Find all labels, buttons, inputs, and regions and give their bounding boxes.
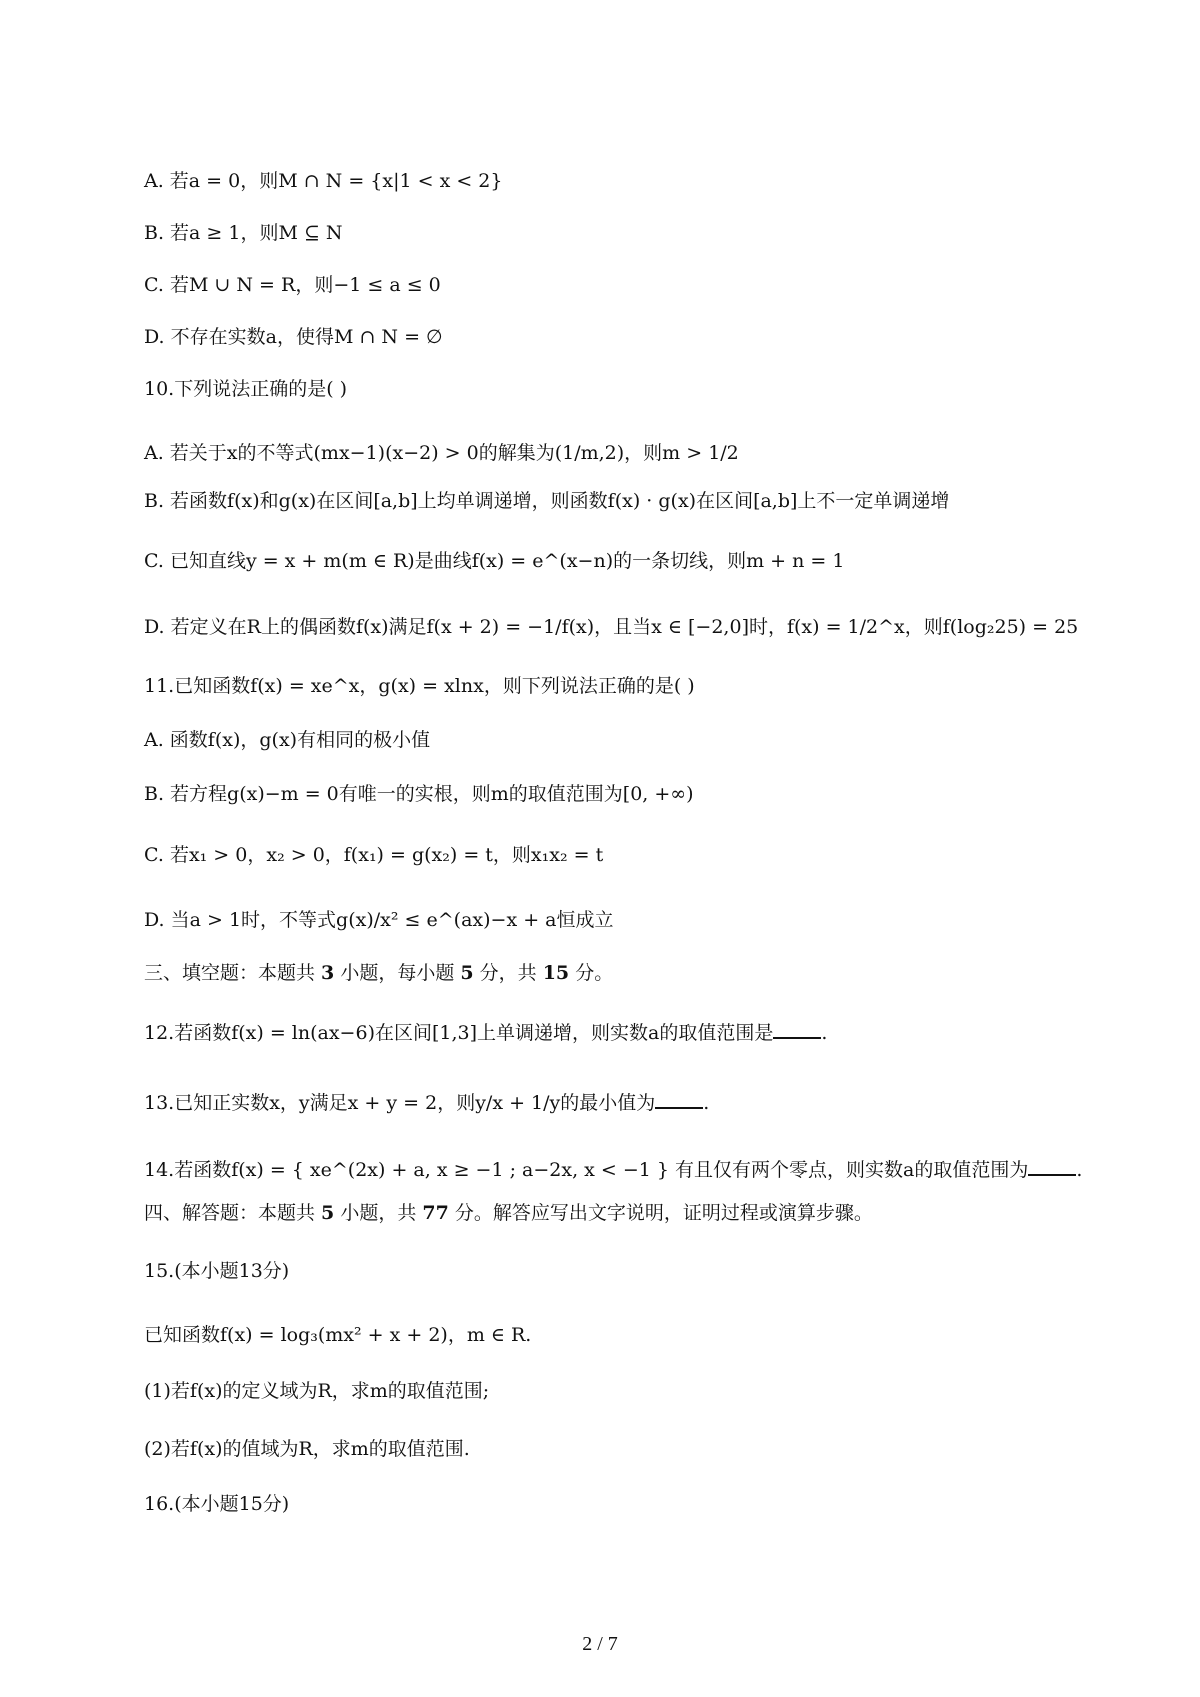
section-3-count: 3 bbox=[321, 962, 335, 984]
section-4-total: 77 bbox=[422, 1202, 449, 1224]
answer-blank bbox=[773, 1021, 821, 1039]
q14: 14.若函数f(x) = { xe^(2x) + a, x ≥ −1 ; a−2x, x < −1 } 有且仅有两个零点，则实数a的取值范围为 . bbox=[144, 1159, 1083, 1181]
q12: 12.若函数f(x) = ln(ax−6)在区间[1,3]上单调递增，则实数a的取值范围是 . bbox=[144, 1022, 828, 1044]
section-3-mid1: 小题，每小题 bbox=[334, 962, 461, 984]
q9-option-b: B. 若a ≥ 1，则M ⊆ N bbox=[144, 222, 343, 244]
q11-option-b: B. 若方程g(x)−m = 0有唯一的实根，则m的取值范围为[0, +∞) bbox=[144, 783, 694, 805]
q13: 13.已知正实数x，y满足x + y = 2，则y/x + 1/y的最小值为 . bbox=[144, 1092, 710, 1114]
q10-stem: 10.下列说法正确的是( ) bbox=[144, 378, 348, 400]
answer-blank bbox=[655, 1091, 703, 1109]
q10-option-d: D. 若定义在R上的偶函数f(x)满足f(x + 2) = −1/f(x)，且当x ∈ [−2,0]时，f(x) = 1/2^x，则f(log₂25) = 25 bbox=[144, 616, 1079, 638]
section-4-title bbox=[144, 1200, 1056, 1226]
q10-option-a: A. 若关于x的不等式(mx−1)(x−2) > 0的解集为(1/m,2)，则m > 1/2 bbox=[144, 442, 739, 464]
section-4-count: 5 bbox=[321, 1202, 335, 1224]
page-number: 2 / 7 bbox=[582, 1633, 618, 1655]
q12-text: 12.若函数f(x) = ln(ax−6)在区间[1,3]上单调递增，则实数a的取值范围是 bbox=[144, 1022, 774, 1044]
q13-text: 13.已知正实数x，y满足x + y = 2，则y/x + 1/y的最小值为 bbox=[144, 1092, 656, 1114]
q11-stem: 11.已知函数f(x) = xe^x，g(x) = xlnx，则下列说法正确的是( ) bbox=[144, 675, 695, 697]
section-4-mid1: 小题，共 bbox=[334, 1202, 423, 1224]
q11-option-c: C. 若x₁ > 0，x₂ > 0，f(x₁) = g(x₂) = t，则x₁x₂ = t bbox=[144, 844, 604, 866]
q15-part-2: (2)若f(x)的值域为R，求m的取值范围. bbox=[144, 1438, 470, 1460]
q14-text: 14.若函数f(x) = { xe^(2x) + a, x ≥ −1 ; a−2x, x < −1 } 有且仅有两个零点，则实数a的取值范围为 bbox=[144, 1159, 1029, 1181]
q10-option-b: B. 若函数f(x)和g(x)在区间[a,b]上均单调递增，则函数f(x) · g(x)在区间[a,b]上不一定单调递增 bbox=[144, 490, 950, 512]
q15-part-1: (1)若f(x)的定义域为R，求m的取值范围; bbox=[144, 1380, 490, 1402]
q10-option-c: C. 已知直线y = x + m(m ∈ R)是曲线f(x) = e^(x−n)的一条切线，则m + n = 1 bbox=[144, 550, 845, 572]
q11-option-d: D. 当a > 1时，不等式g(x)/x² ≤ e^(ax)−x + a恒成立 bbox=[144, 909, 614, 931]
answer-blank bbox=[1028, 1158, 1076, 1176]
section-3-mid2: 分，共 bbox=[473, 962, 543, 984]
section-3-points-each: 5 bbox=[460, 962, 474, 984]
q11-option-a: A. 函数f(x)，g(x)有相同的极小值 bbox=[144, 729, 431, 751]
q9-option-d: D. 不存在实数a，使得M ∩ N = ∅ bbox=[144, 326, 443, 348]
section-3-prefix: 三、填空题：本题共 bbox=[144, 962, 322, 984]
section-3-title bbox=[144, 960, 1056, 986]
q9-option-c: C. 若M ∪ N = R，则−1 ≤ a ≤ 0 bbox=[144, 274, 441, 296]
section-3-total: 15 bbox=[542, 962, 570, 984]
q15-header: 15.(本小题13分) bbox=[144, 1260, 290, 1282]
section-4-suffix: 分。解答应写出文字说明，证明过程或演算步骤。 bbox=[448, 1202, 873, 1224]
section-3-suffix: 分。 bbox=[569, 962, 614, 984]
section-4-prefix: 四、解答题：本题共 bbox=[144, 1202, 322, 1224]
q16-header: 16.(本小题15分) bbox=[144, 1493, 290, 1515]
q15-stem: 已知函数f(x) = log₃(mx² + x + 2)，m ∈ R. bbox=[144, 1324, 532, 1346]
q9-option-a: A. 若a = 0，则M ∩ N = {x|1 < x < 2} bbox=[144, 170, 503, 192]
